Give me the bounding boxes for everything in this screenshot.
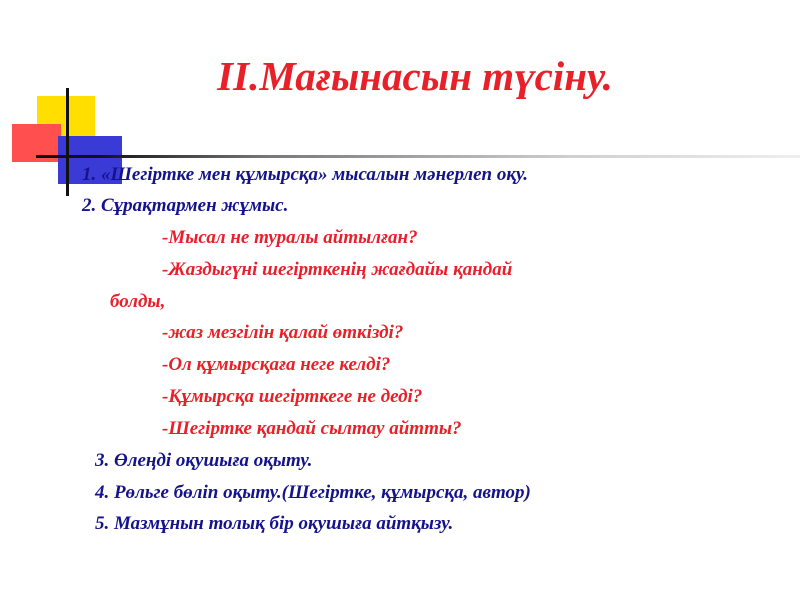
question-5: -Құмырсқа шегірткеге не деді? [162, 386, 423, 407]
decor-horizontal-line [36, 155, 800, 158]
slide-title: II.Мағынасын түсіну. [217, 53, 613, 99]
decor-vertical-line [66, 88, 69, 196]
question-6: -Шегіртке қандай сылтау айтты? [162, 418, 462, 439]
list-item-5: 5. Мазмұнын толық бір оқушыға айтқызу. [95, 513, 454, 534]
question-2: -Жаздыгүні шегірткенің жағдайы қандай [162, 259, 513, 280]
question-1: -Мысал не туралы айтылған? [162, 227, 418, 248]
list-item-4: 4. Рөльге бөліп оқыту.(Шегіртке, құмырсқа, автор) [95, 482, 531, 503]
question-4: -Ол құмырсқаға неге келді? [162, 354, 391, 375]
list-item-1: 1. «Шегіртке мен құмырсқа» мысалын мәнерлеп оқу. [82, 164, 528, 185]
question-3: -жаз мезгілін қалай өткізді? [162, 322, 404, 343]
list-item-3: 3. Өлеңді оқушыға оқыту. [95, 450, 313, 471]
list-item-2: 2. Сұрақтармен жұмыс. [82, 195, 289, 216]
question-2-continuation: болды, [110, 291, 166, 312]
